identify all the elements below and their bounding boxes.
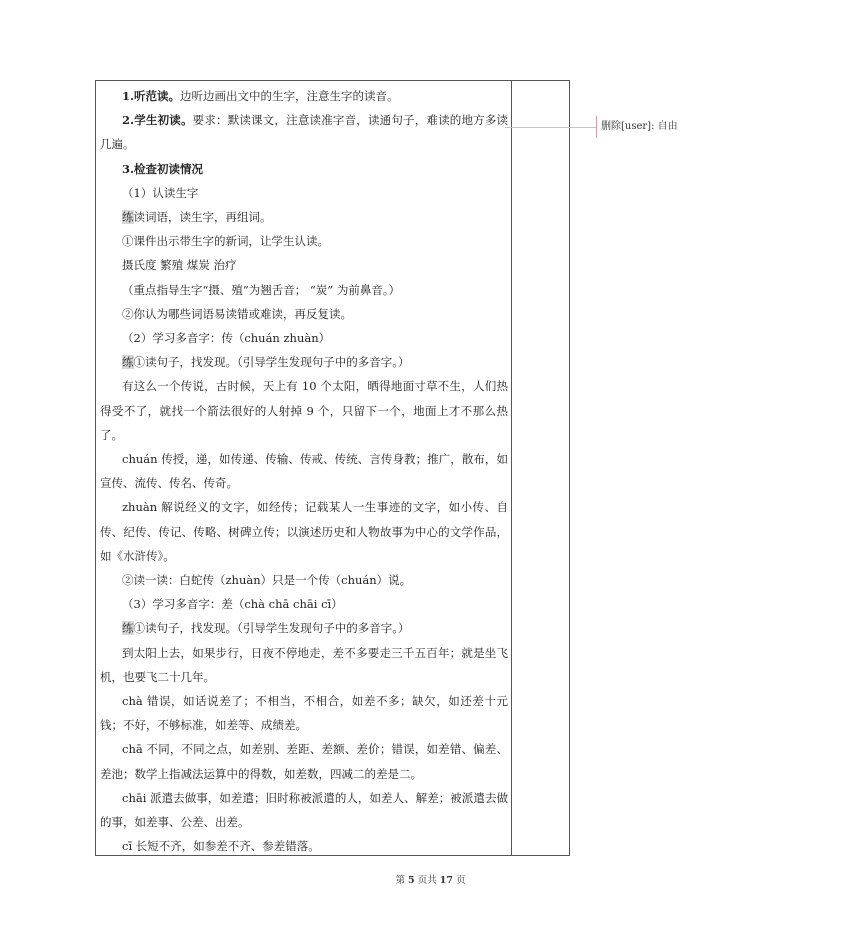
- step-text: 要求：默读课文，注意读准字音，读通句子，难读的地方多读几遍。: [100, 113, 508, 152]
- practice-marker: 练: [122, 355, 134, 370]
- section-heading: （2）学习多音字：传（chuán zhuàn）: [122, 331, 331, 346]
- paragraph: chāi 派遣去做事，如差遣；旧时称被派遣的人，如差人、解差；被派遣去做的事，如差事、公差、出差。: [100, 790, 508, 830]
- paragraph: 到太阳上去，如果步行，日夜不停地走，差不多要走三千五百年；就是坐飞机，也要飞二十几年。: [100, 645, 508, 684]
- step-first-read: [100, 108, 508, 156]
- paragraph: cī 长短不齐，如参差不齐、参差错落。: [122, 839, 320, 854]
- step-listen: [100, 84, 508, 108]
- paragraph: chā 不同，不同之点，如差别、差距、差额、差价；错误，如差错、偏差、差池；数学上指减法运算中的得数，如差数，四减二的差是二。: [100, 742, 508, 781]
- footer-suffix: 页: [452, 875, 466, 886]
- practice-marker: 练: [122, 621, 134, 636]
- table-column-divider: [511, 80, 512, 856]
- practice-line: [100, 616, 508, 640]
- paragraph: ①课件出示带生字的新词，让学生认读。: [122, 234, 329, 249]
- step-heading: 1.听范读。: [122, 89, 181, 103]
- step-text: 边听边画出文中的生字，注意生字的读音。: [180, 89, 399, 103]
- comment-connector-line: [505, 127, 597, 128]
- paragraph: chà 错误，如话说差了；不相当，不相合，如差不多；缺欠，如还差十元钱；不好，不够标准，如差等、成绩差。: [100, 694, 508, 733]
- page-number: 5: [408, 875, 415, 886]
- paragraph: 有这么一个传说，古时候，天上有 10 个太阳，晒得地面寸草不生，人们热得受不了，就找一个箭法很好的人射掉 9 个，只留下一个，地面上才不那么热了。: [100, 379, 508, 442]
- paragraph: ②读一读：白蛇传（zhuàn）只是一个传（chuán）说。: [122, 573, 412, 588]
- lesson-content: [100, 84, 508, 859]
- paragraph: zhuàn 解说经义的文字，如经传；记载某人一生事迹的文字，如小传、自传、纪传、传记、传略、树碑立传；以演述历史和人物故事为中心的文学作品，如《水浒传》。: [100, 500, 508, 563]
- practice-marker: 练: [122, 210, 134, 225]
- practice-text: 读词语，读生字，再组词。: [133, 210, 272, 225]
- section-heading: （3）学习多音字：差（chà chā chāi cī）: [122, 597, 343, 612]
- footer-prefix: 第: [395, 875, 409, 886]
- step-heading: 2.学生初读。: [122, 113, 193, 128]
- page-footer: [0, 872, 861, 886]
- section-heading: （1）认读生字: [122, 185, 199, 200]
- paragraph: （重点指导生字“摄、殖”为翘舌音； “炭” 为前鼻音。）: [122, 282, 401, 297]
- paragraph: chuán 传授，递，如传递、传输、传戒、传统、言传身教；推广，散布，如宣传、流传、传名、传奇。: [100, 452, 508, 491]
- practice-text: ①读句子，找发现。（引导学生发现句子中的多音字。）: [133, 355, 410, 370]
- revision-comment[interactable]: 删除[user]: 自由: [601, 121, 678, 132]
- page-total: 17: [439, 875, 453, 886]
- footer-mid: 页共: [414, 875, 440, 886]
- paragraph: ②你认为哪些词语易读错或难读，再反复读。: [122, 306, 352, 321]
- practice-line: [100, 350, 508, 374]
- practice-line: [100, 205, 508, 229]
- word-list: 摄氏度 繁殖 煤炭 治疗: [122, 258, 237, 273]
- step-check: 3.检查初读情况: [122, 161, 204, 176]
- practice-text: ①读句子，找发现。（引导学生发现句子中的多音字。）: [133, 621, 410, 636]
